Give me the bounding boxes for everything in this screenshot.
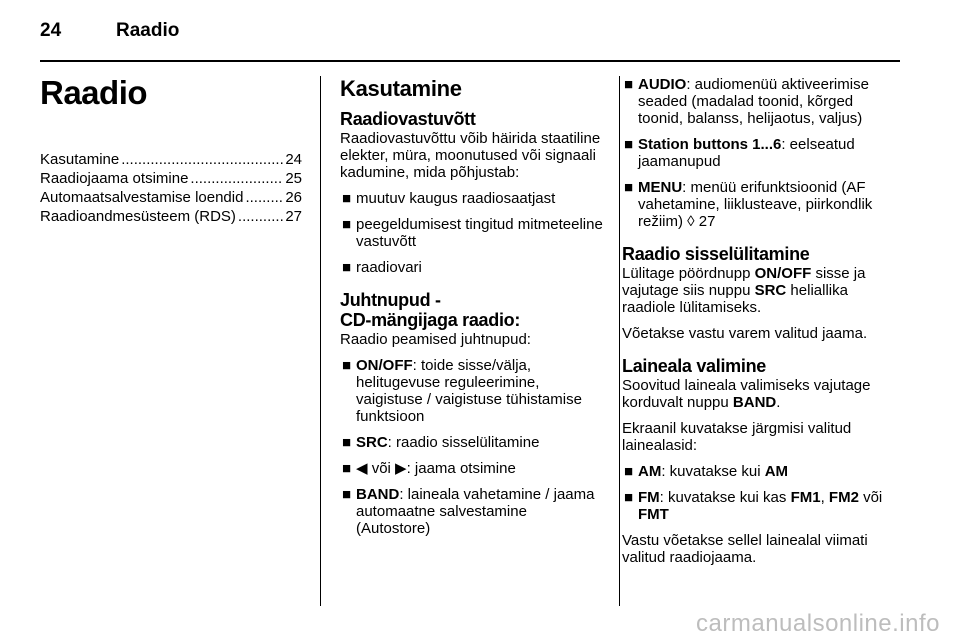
list-text: ◀ või ▶: jaama otsimine (356, 460, 516, 477)
bullet-icon: ■ (342, 486, 352, 503)
toc-entry[interactable] (40, 188, 302, 207)
list-item (622, 489, 902, 523)
display-value: FMT (638, 506, 669, 523)
display-value: FM1 (790, 489, 821, 506)
control-name: ON/OFF (754, 265, 812, 282)
control-name: SRC (754, 282, 787, 299)
table-of-contents (40, 150, 302, 226)
control-name: BAND (732, 394, 777, 411)
bullet-icon: ■ (342, 434, 352, 451)
paragraph (622, 377, 902, 411)
control-name: MENU (638, 179, 683, 196)
paragraph: Võetakse vastu varem valitud jaama. (622, 325, 868, 342)
control-name: ON/OFF (356, 357, 413, 374)
section-heading: Kasutamine (340, 76, 462, 101)
subsection-heading: Raadio sisselülitamine (622, 244, 810, 264)
control-name: SRC (356, 434, 388, 451)
subsection-heading: Laineala valimine (622, 356, 766, 376)
bullet-icon: ■ (342, 357, 352, 374)
list-item (622, 463, 902, 480)
page-ref-icon: ◊ (687, 213, 695, 230)
toc-page: 25 (285, 170, 302, 187)
bullet-icon: ■ (342, 216, 352, 233)
header-rule (40, 60, 900, 62)
list-text: raadiovari (356, 259, 422, 276)
list-item (622, 76, 902, 127)
column-middle (340, 76, 605, 546)
list-text: : toide sisse/välja, helitugevuse reguleerimine, vaigistuse / vaigistuse tühistamise funktsioon (356, 357, 582, 425)
display-value: FM2 (828, 489, 859, 506)
toc-leader (238, 207, 283, 226)
text: heliallika raadiole lülitamiseks. (622, 282, 848, 316)
toc-label: Raadiojaama otsimine (40, 170, 189, 187)
list-item (340, 434, 605, 451)
column-right (622, 76, 902, 575)
page-number: 24 (40, 20, 62, 41)
list-text: : laineala vahetamine / jaama automaatne salvestamine (Autostore) (356, 486, 595, 537)
text: , (820, 489, 829, 506)
paragraph: Raadiovastuvõttu võib häirida staatiline elekter, müra, moonutused või signaali kadumine, mida põhjustab: (340, 130, 601, 181)
subsection-heading: Juhtnupud - (340, 290, 441, 310)
chapter-title: Raadio (40, 74, 148, 111)
toc-entry[interactable] (40, 169, 302, 188)
toc-leader (190, 169, 283, 188)
toc-page: 24 (285, 151, 302, 168)
text: sisse ja vajutage siis nuppu (622, 265, 866, 299)
bullet-icon: ■ (342, 259, 352, 276)
paragraph: Vastu võetakse sellel lainealal viimati valitud raadiojaama. (622, 532, 868, 566)
control-name: AUDIO (638, 76, 687, 93)
text: Lülitage pöördnupp (622, 265, 755, 282)
text: või (858, 489, 883, 506)
text: Soovitud laineala valimiseks vajutage korduvalt nuppu (622, 377, 871, 411)
subsection-heading: Raadiovastuvõtt (340, 109, 476, 129)
list-item (340, 460, 605, 477)
watermark: carmanualsonline.info (696, 610, 940, 637)
bullet-icon: ■ (342, 190, 352, 207)
bullet-icon: ■ (624, 463, 634, 480)
display-value: AM (764, 463, 789, 480)
toc-page: 27 (285, 208, 302, 225)
control-name: BAND (356, 486, 400, 503)
list-item (340, 357, 605, 425)
column-divider (320, 76, 321, 606)
control-name: FM (638, 489, 660, 506)
toc-entry[interactable] (40, 150, 302, 169)
bullet-icon: ■ (342, 460, 352, 477)
list-item (622, 179, 902, 230)
bullet-icon: ■ (624, 136, 634, 153)
bullet-icon: ■ (624, 76, 634, 93)
list-item (340, 190, 605, 207)
list-text: : raadio sisselülitamine (387, 434, 540, 451)
control-name: AM (638, 463, 662, 480)
list-item (340, 486, 605, 537)
list-text: : eelseatud jaamanupud (638, 136, 855, 170)
toc-leader (245, 188, 283, 207)
list-text: peegeldumisest tingitud mitmeteeline vastuvõtt (356, 216, 603, 250)
toc-label: Kasutamine (40, 151, 120, 168)
list-item (340, 259, 605, 276)
column-divider (619, 76, 620, 606)
list-text: : kuvatakse kui (661, 463, 765, 480)
paragraph (622, 265, 902, 316)
list-item (340, 216, 605, 250)
running-header: Raadio (116, 20, 180, 41)
paragraph: Ekraanil kuvatakse järgmisi valitud lainealasid: (622, 420, 852, 454)
page-ref[interactable]: 27 (698, 213, 716, 230)
control-name: Station buttons 1...6 (638, 136, 782, 153)
toc-page: 26 (285, 189, 302, 206)
list-item (622, 136, 902, 170)
toc-label: Raadioandmesüsteem (RDS) (40, 208, 236, 225)
list-text: muutuv kaugus raadiosaatjast (356, 190, 556, 207)
toc-leader (121, 150, 283, 169)
toc-label: Automaatsalvestamise loendid (40, 189, 244, 206)
text: . (776, 394, 781, 411)
paragraph: Raadio peamised juhtnupud: (340, 331, 531, 348)
bullet-icon: ■ (624, 179, 634, 196)
list-text: : kuvatakse kui kas (659, 489, 791, 506)
toc-entry[interactable] (40, 207, 302, 226)
subsection-heading: CD-mängijaga raadio: (340, 310, 521, 330)
list-text: : audiomenüü aktiveerimise seaded (madalad toonid, kõrged toonid, balanss, helijaotus, valjus) (638, 76, 869, 127)
bullet-icon: ■ (624, 489, 634, 506)
list-text: : menüü erifunktsioonid (AF vahetamine, liiklusteave, piirkondlik režiim) (638, 179, 873, 230)
